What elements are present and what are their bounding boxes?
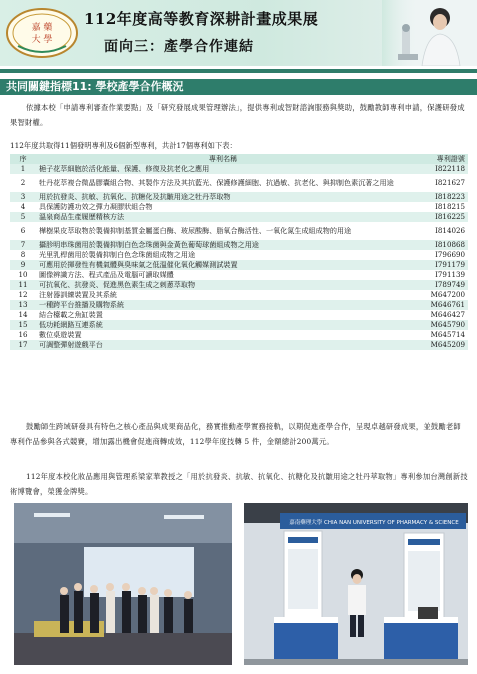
- table-row: [10, 164, 468, 174]
- cell-no: 8: [10, 250, 36, 260]
- page-subtitle: 面向三：產學合作連結: [104, 39, 254, 55]
- cell-name: 數位桌遊裝置: [36, 330, 410, 340]
- table-row: [10, 212, 468, 222]
- cell-name: 結合檯載之魚缸裝置: [36, 310, 410, 320]
- cell-name: 注射器訓練裝置及其系統: [36, 290, 410, 300]
- cell-no: 10: [10, 270, 36, 280]
- cell-name: 用於抗發炎、抗敏、抗氧化、抗糖化及抗皺用途之牡丹萃取物: [36, 192, 410, 202]
- cell-id: M645209: [410, 340, 468, 350]
- svg-text:大 學: 大 學: [31, 35, 53, 45]
- cell-no: 9: [10, 260, 36, 270]
- table-row: [10, 240, 468, 250]
- table-intro: 112年度共取得11個發明專利及6個新型專利，共計17個專利如下表：: [10, 141, 237, 150]
- cell-id: I814026: [410, 222, 468, 240]
- award-paragraph: 112年度本校化妝品應用與管理系梁家華教授之「用於抗發炎、抗敏、抗氧化、抗糖化及抗皺用途之牡丹萃取物」專利參加台灣創新技術博覽會，榮獲金牌獎。: [10, 472, 468, 496]
- cell-id: I791179: [410, 260, 468, 270]
- cell-id: I810868: [410, 240, 468, 250]
- section-title: 共同關鍵指標11: 學校產學合作概況: [0, 79, 477, 95]
- cell-no: 2: [10, 174, 36, 192]
- table-row: [10, 320, 468, 330]
- cell-name: 樺樹果皮萃取物於製備抑制基質金屬蛋白酶、玻尿酸酶、脂氧合酶活性、一氧化氮生成組成物的用途: [36, 222, 410, 240]
- col-header-name: 專利名稱: [36, 154, 410, 164]
- cell-id: I789749: [410, 280, 468, 290]
- svg-text:嘉 藥: 嘉 藥: [31, 23, 53, 33]
- cell-name: 可抗氧化、抗發炎、促進黑色素生成之刺蔥萃取物: [36, 280, 410, 290]
- cell-name: 光里乳桿菌用於製備抑制白色念珠菌組成物之用途: [36, 250, 410, 260]
- booth-banner-text: 嘉南藥理大學 CHIA NAN UNIVERSITY OF PHARMACY & SCIENCE: [289, 520, 459, 526]
- cell-id: I821627: [410, 174, 468, 192]
- table-row: [10, 250, 468, 260]
- table-row: [10, 300, 468, 310]
- cell-no: 15: [10, 320, 36, 330]
- cell-id: I796690: [410, 250, 468, 260]
- cell-no: 1: [10, 164, 36, 174]
- cell-id: M645714: [410, 330, 468, 340]
- cell-no: 13: [10, 300, 36, 310]
- cell-id: I791139: [410, 270, 468, 280]
- cell-name: 可應用於揮發性有機氣體與臭味氣之低溫催化氧化觸媒測試裝置: [36, 260, 410, 270]
- cell-name: 可調整彈射遊戲平台: [36, 340, 410, 350]
- table-row: [10, 340, 468, 350]
- table-row: [10, 260, 468, 270]
- cell-no: 16: [10, 330, 36, 340]
- cell-id: I818223: [410, 192, 468, 202]
- exhibition-booth-photo: [244, 503, 468, 665]
- table-row: [10, 310, 468, 320]
- award-ceremony-photo: [14, 503, 232, 665]
- cell-no: 3: [10, 192, 36, 202]
- industry-paragraph: 鼓勵師生跨域研發具有特色之核心產品與成果商品化，務實推動產學實務接軌，以期促進產學合作，呈現卓越研發成果，並鼓勵老師專利作品參與各式競賽，增加露出機會促進商轉成效，112學年度技轉 5 件，金額總計200萬元。: [10, 422, 461, 446]
- cell-no: 7: [10, 240, 36, 250]
- cell-name: 具保護防護功效之彈力凝膠狀組合物: [36, 202, 410, 212]
- cell-id: I822118: [410, 164, 468, 174]
- table-row: [10, 192, 468, 202]
- cell-no: 4: [10, 202, 36, 212]
- cell-no: 11: [10, 280, 36, 290]
- table-row: [10, 174, 468, 192]
- cell-id: M646427: [410, 310, 468, 320]
- table-header-row: [10, 154, 468, 164]
- school-logo: [4, 6, 80, 60]
- cell-no: 6: [10, 222, 36, 240]
- cell-no: 12: [10, 290, 36, 300]
- table-row: [10, 290, 468, 300]
- cell-id: M647200: [410, 290, 468, 300]
- header-lab-photo: [382, 0, 477, 66]
- col-header-id: 專利證號: [410, 154, 468, 164]
- cell-name: 梔子花萃細胞於活化能量、保護、修復及抗老化之應用: [36, 164, 410, 174]
- cell-name: 攝胗明串珠菌用於製備抑制白色念珠菌與金黃色葡萄球菌組成物之用途: [36, 240, 410, 250]
- cell-name: 一種跨平台推播及購物系統: [36, 300, 410, 310]
- table-row: [10, 280, 468, 290]
- header-divider: [0, 69, 477, 73]
- cell-no: 14: [10, 310, 36, 320]
- table-row: [10, 222, 468, 240]
- intro-paragraph: 依據本校「申請專利審查作業要點」及「研究發展成果管理辦法」，提供專利或智財諮詢服務與獎助，鼓勵教師專利申請，保護研發成果智財權。: [10, 103, 465, 127]
- table-row: [10, 330, 468, 340]
- cell-name: 圖像辨識方法、程式產品及電腦可讀取媒體: [36, 270, 410, 280]
- cell-id: I818215: [410, 202, 468, 212]
- cell-no: 17: [10, 340, 36, 350]
- table-row: [10, 270, 468, 280]
- page-title: 112年度高等教育深耕計畫成果展: [84, 10, 319, 28]
- cell-no: 5: [10, 212, 36, 222]
- cell-id: M645790: [410, 320, 468, 330]
- cell-name: 牡丹花萃複合微晶膠囊組合物、其製作方法及其抗藍光、保護修護細胞、抗過敏、抗老化、與抑制色素沉著之用途: [36, 174, 410, 192]
- cell-id: I816225: [410, 212, 468, 222]
- page-header: [0, 0, 477, 66]
- cell-name: 低功耗網路互連系統: [36, 320, 410, 330]
- cell-id: M646761: [410, 300, 468, 310]
- col-header-no: 序: [10, 154, 36, 164]
- patent-table: [10, 154, 468, 350]
- table-row: [10, 202, 468, 212]
- cell-name: 溫泉商品生產履歷精核方法: [36, 212, 410, 222]
